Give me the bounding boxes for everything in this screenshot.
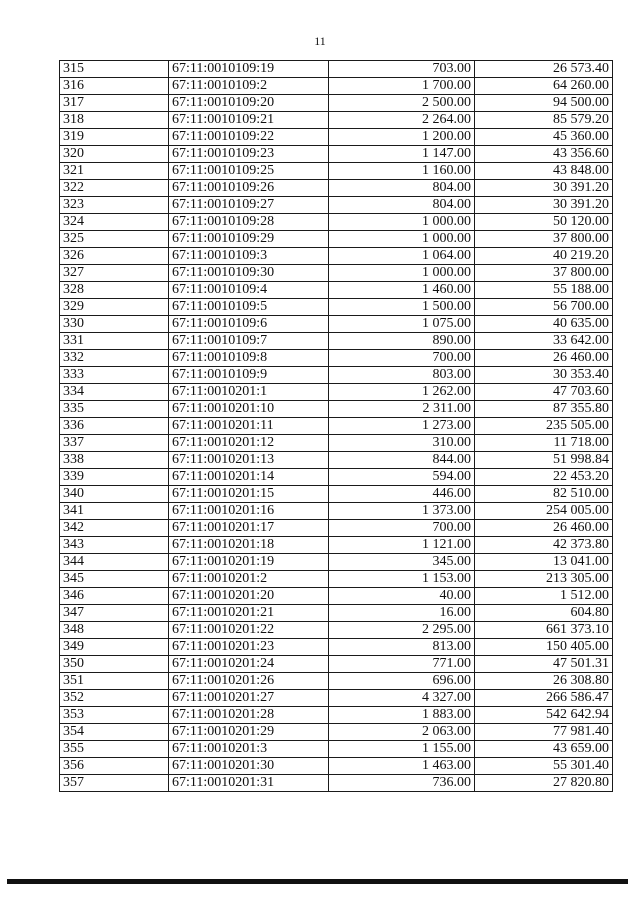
row-number-cell: 350 bbox=[60, 656, 169, 673]
area-cell: 2 500.00 bbox=[329, 95, 475, 112]
row-number-cell: 320 bbox=[60, 146, 169, 163]
row-number-cell: 328 bbox=[60, 282, 169, 299]
value-cell: 26 460.00 bbox=[475, 520, 613, 537]
area-cell: 813.00 bbox=[329, 639, 475, 656]
row-number-cell: 342 bbox=[60, 520, 169, 537]
row-number-cell: 318 bbox=[60, 112, 169, 129]
row-number-cell: 322 bbox=[60, 180, 169, 197]
area-cell: 1 000.00 bbox=[329, 231, 475, 248]
table-row bbox=[60, 724, 613, 741]
table-row bbox=[60, 401, 613, 418]
area-cell: 700.00 bbox=[329, 350, 475, 367]
value-cell: 43 659.00 bbox=[475, 741, 613, 758]
area-cell: 1 000.00 bbox=[329, 214, 475, 231]
value-cell: 43 848.00 bbox=[475, 163, 613, 180]
area-cell: 1 121.00 bbox=[329, 537, 475, 554]
value-cell: 30 391.20 bbox=[475, 180, 613, 197]
table-row bbox=[60, 571, 613, 588]
area-cell: 2 295.00 bbox=[329, 622, 475, 639]
value-cell: 22 453.20 bbox=[475, 469, 613, 486]
cadastral-number-cell: 67:11:0010201:24 bbox=[169, 656, 329, 673]
cadastral-number-cell: 67:11:0010201:20 bbox=[169, 588, 329, 605]
row-number-cell: 345 bbox=[60, 571, 169, 588]
area-cell: 446.00 bbox=[329, 486, 475, 503]
value-cell: 235 505.00 bbox=[475, 418, 613, 435]
area-cell: 736.00 bbox=[329, 775, 475, 792]
area-cell: 700.00 bbox=[329, 520, 475, 537]
cadastral-number-cell: 67:11:0010109:9 bbox=[169, 367, 329, 384]
table-row bbox=[60, 775, 613, 792]
area-cell: 803.00 bbox=[329, 367, 475, 384]
cadastral-number-cell: 67:11:0010201:11 bbox=[169, 418, 329, 435]
table-row bbox=[60, 690, 613, 707]
value-cell: 50 120.00 bbox=[475, 214, 613, 231]
value-cell: 542 642.94 bbox=[475, 707, 613, 724]
table-row bbox=[60, 503, 613, 520]
cadastral-number-cell: 67:11:0010109:2 bbox=[169, 78, 329, 95]
area-cell: 804.00 bbox=[329, 197, 475, 214]
value-cell: 150 405.00 bbox=[475, 639, 613, 656]
table-row bbox=[60, 95, 613, 112]
value-cell: 55 188.00 bbox=[475, 282, 613, 299]
cadastral-number-cell: 67:11:0010201:26 bbox=[169, 673, 329, 690]
table-row bbox=[60, 520, 613, 537]
table-body bbox=[60, 61, 613, 792]
row-number-cell: 343 bbox=[60, 537, 169, 554]
area-cell: 16.00 bbox=[329, 605, 475, 622]
area-cell: 310.00 bbox=[329, 435, 475, 452]
row-number-cell: 355 bbox=[60, 741, 169, 758]
table-row bbox=[60, 758, 613, 775]
area-cell: 1 064.00 bbox=[329, 248, 475, 265]
cadastral-number-cell: 67:11:0010201:17 bbox=[169, 520, 329, 537]
row-number-cell: 332 bbox=[60, 350, 169, 367]
table-row bbox=[60, 469, 613, 486]
table-row bbox=[60, 248, 613, 265]
cadastral-number-cell: 67:11:0010109:20 bbox=[169, 95, 329, 112]
area-cell: 1 153.00 bbox=[329, 571, 475, 588]
area-cell: 1 373.00 bbox=[329, 503, 475, 520]
value-cell: 85 579.20 bbox=[475, 112, 613, 129]
table-row bbox=[60, 350, 613, 367]
table-row bbox=[60, 588, 613, 605]
area-cell: 1 460.00 bbox=[329, 282, 475, 299]
table-row bbox=[60, 333, 613, 350]
cadastral-number-cell: 67:11:0010201:19 bbox=[169, 554, 329, 571]
row-number-cell: 333 bbox=[60, 367, 169, 384]
cadastral-number-cell: 67:11:0010109:27 bbox=[169, 197, 329, 214]
table-row bbox=[60, 673, 613, 690]
area-cell: 771.00 bbox=[329, 656, 475, 673]
area-cell: 1 262.00 bbox=[329, 384, 475, 401]
table-row bbox=[60, 214, 613, 231]
value-cell: 94 500.00 bbox=[475, 95, 613, 112]
cadastral-number-cell: 67:11:0010109:4 bbox=[169, 282, 329, 299]
table-row bbox=[60, 707, 613, 724]
cadastral-number-cell: 67:11:0010201:21 bbox=[169, 605, 329, 622]
area-cell: 4 327.00 bbox=[329, 690, 475, 707]
cadastral-number-cell: 67:11:0010109:3 bbox=[169, 248, 329, 265]
row-number-cell: 321 bbox=[60, 163, 169, 180]
area-cell: 804.00 bbox=[329, 180, 475, 197]
row-number-cell: 353 bbox=[60, 707, 169, 724]
area-cell: 1 273.00 bbox=[329, 418, 475, 435]
cadastral-number-cell: 67:11:0010109:26 bbox=[169, 180, 329, 197]
table-row bbox=[60, 112, 613, 129]
table-row bbox=[60, 639, 613, 656]
row-number-cell: 348 bbox=[60, 622, 169, 639]
row-number-cell: 330 bbox=[60, 316, 169, 333]
table-row bbox=[60, 622, 613, 639]
cadastral-number-cell: 67:11:0010109:25 bbox=[169, 163, 329, 180]
value-cell: 43 356.60 bbox=[475, 146, 613, 163]
table-row bbox=[60, 78, 613, 95]
table-row bbox=[60, 605, 613, 622]
area-cell: 703.00 bbox=[329, 61, 475, 78]
cadastral-number-cell: 67:11:0010109:21 bbox=[169, 112, 329, 129]
cadastral-number-cell: 67:11:0010201:10 bbox=[169, 401, 329, 418]
row-number-cell: 351 bbox=[60, 673, 169, 690]
value-cell: 45 360.00 bbox=[475, 129, 613, 146]
value-cell: 64 260.00 bbox=[475, 78, 613, 95]
value-cell: 11 718.00 bbox=[475, 435, 613, 452]
cadastral-number-cell: 67:11:0010109:7 bbox=[169, 333, 329, 350]
area-cell: 2 264.00 bbox=[329, 112, 475, 129]
value-cell: 604.80 bbox=[475, 605, 613, 622]
table-row bbox=[60, 146, 613, 163]
table-row bbox=[60, 197, 613, 214]
cadastral-number-cell: 67:11:0010109:28 bbox=[169, 214, 329, 231]
value-cell: 37 800.00 bbox=[475, 231, 613, 248]
table-row bbox=[60, 537, 613, 554]
table-row bbox=[60, 384, 613, 401]
row-number-cell: 325 bbox=[60, 231, 169, 248]
table-row bbox=[60, 418, 613, 435]
area-cell: 40.00 bbox=[329, 588, 475, 605]
cadastral-number-cell: 67:11:0010109:29 bbox=[169, 231, 329, 248]
area-cell: 1 147.00 bbox=[329, 146, 475, 163]
value-cell: 266 586.47 bbox=[475, 690, 613, 707]
row-number-cell: 329 bbox=[60, 299, 169, 316]
table-row bbox=[60, 741, 613, 758]
row-number-cell: 357 bbox=[60, 775, 169, 792]
table-row bbox=[60, 129, 613, 146]
row-number-cell: 316 bbox=[60, 78, 169, 95]
area-cell: 345.00 bbox=[329, 554, 475, 571]
cadastral-number-cell: 67:11:0010201:28 bbox=[169, 707, 329, 724]
row-number-cell: 344 bbox=[60, 554, 169, 571]
table-row bbox=[60, 452, 613, 469]
row-number-cell: 317 bbox=[60, 95, 169, 112]
cadastral-number-cell: 67:11:0010201:27 bbox=[169, 690, 329, 707]
cadastral-number-cell: 67:11:0010201:14 bbox=[169, 469, 329, 486]
cadastral-number-cell: 67:11:0010201:22 bbox=[169, 622, 329, 639]
cadastral-number-cell: 67:11:0010109:23 bbox=[169, 146, 329, 163]
cadastral-number-cell: 67:11:0010201:13 bbox=[169, 452, 329, 469]
row-number-cell: 349 bbox=[60, 639, 169, 656]
value-cell: 37 800.00 bbox=[475, 265, 613, 282]
value-cell: 55 301.40 bbox=[475, 758, 613, 775]
row-number-cell: 315 bbox=[60, 61, 169, 78]
table-row bbox=[60, 435, 613, 452]
row-number-cell: 340 bbox=[60, 486, 169, 503]
cadastral-number-cell: 67:11:0010201:31 bbox=[169, 775, 329, 792]
table-row bbox=[60, 554, 613, 571]
row-number-cell: 352 bbox=[60, 690, 169, 707]
row-number-cell: 327 bbox=[60, 265, 169, 282]
cadastral-number-cell: 67:11:0010109:5 bbox=[169, 299, 329, 316]
row-number-cell: 337 bbox=[60, 435, 169, 452]
value-cell: 26 573.40 bbox=[475, 61, 613, 78]
area-cell: 1 500.00 bbox=[329, 299, 475, 316]
value-cell: 77 981.40 bbox=[475, 724, 613, 741]
row-number-cell: 347 bbox=[60, 605, 169, 622]
row-number-cell: 326 bbox=[60, 248, 169, 265]
value-cell: 27 820.80 bbox=[475, 775, 613, 792]
row-number-cell: 341 bbox=[60, 503, 169, 520]
value-cell: 82 510.00 bbox=[475, 486, 613, 503]
area-cell: 890.00 bbox=[329, 333, 475, 350]
row-number-cell: 323 bbox=[60, 197, 169, 214]
value-cell: 13 041.00 bbox=[475, 554, 613, 571]
row-number-cell: 319 bbox=[60, 129, 169, 146]
row-number-cell: 339 bbox=[60, 469, 169, 486]
value-cell: 661 373.10 bbox=[475, 622, 613, 639]
area-cell: 2 311.00 bbox=[329, 401, 475, 418]
cadastral-number-cell: 67:11:0010201:2 bbox=[169, 571, 329, 588]
cadastral-number-cell: 67:11:0010109:22 bbox=[169, 129, 329, 146]
land-plot-table bbox=[59, 60, 613, 792]
value-cell: 47 703.60 bbox=[475, 384, 613, 401]
footer-rule bbox=[7, 879, 628, 884]
value-cell: 33 642.00 bbox=[475, 333, 613, 350]
value-cell: 213 305.00 bbox=[475, 571, 613, 588]
area-cell: 1 160.00 bbox=[329, 163, 475, 180]
cadastral-number-cell: 67:11:0010201:18 bbox=[169, 537, 329, 554]
row-number-cell: 356 bbox=[60, 758, 169, 775]
area-cell: 1 883.00 bbox=[329, 707, 475, 724]
cadastral-number-cell: 67:11:0010201:15 bbox=[169, 486, 329, 503]
table-row bbox=[60, 231, 613, 248]
value-cell: 47 501.31 bbox=[475, 656, 613, 673]
value-cell: 30 391.20 bbox=[475, 197, 613, 214]
area-cell: 1 463.00 bbox=[329, 758, 475, 775]
row-number-cell: 331 bbox=[60, 333, 169, 350]
row-number-cell: 334 bbox=[60, 384, 169, 401]
cadastral-number-cell: 67:11:0010201:29 bbox=[169, 724, 329, 741]
area-cell: 1 000.00 bbox=[329, 265, 475, 282]
area-cell: 1 155.00 bbox=[329, 741, 475, 758]
cadastral-number-cell: 67:11:0010201:3 bbox=[169, 741, 329, 758]
area-cell: 696.00 bbox=[329, 673, 475, 690]
value-cell: 87 355.80 bbox=[475, 401, 613, 418]
table-row bbox=[60, 299, 613, 316]
table-row bbox=[60, 265, 613, 282]
table-row bbox=[60, 316, 613, 333]
row-number-cell: 354 bbox=[60, 724, 169, 741]
cadastral-number-cell: 67:11:0010201:23 bbox=[169, 639, 329, 656]
value-cell: 56 700.00 bbox=[475, 299, 613, 316]
table-row bbox=[60, 656, 613, 673]
table-row bbox=[60, 486, 613, 503]
row-number-cell: 324 bbox=[60, 214, 169, 231]
value-cell: 30 353.40 bbox=[475, 367, 613, 384]
cadastral-number-cell: 67:11:0010201:16 bbox=[169, 503, 329, 520]
area-cell: 594.00 bbox=[329, 469, 475, 486]
value-cell: 51 998.84 bbox=[475, 452, 613, 469]
value-cell: 26 460.00 bbox=[475, 350, 613, 367]
area-cell: 1 200.00 bbox=[329, 129, 475, 146]
value-cell: 40 635.00 bbox=[475, 316, 613, 333]
cadastral-number-cell: 67:11:0010109:6 bbox=[169, 316, 329, 333]
cadastral-number-cell: 67:11:0010201:1 bbox=[169, 384, 329, 401]
cadastral-number-cell: 67:11:0010109:30 bbox=[169, 265, 329, 282]
value-cell: 1 512.00 bbox=[475, 588, 613, 605]
row-number-cell: 346 bbox=[60, 588, 169, 605]
table-row bbox=[60, 163, 613, 180]
cadastral-number-cell: 67:11:0010109:19 bbox=[169, 61, 329, 78]
page-number: 11 bbox=[314, 34, 326, 48]
table-row bbox=[60, 282, 613, 299]
area-cell: 844.00 bbox=[329, 452, 475, 469]
table-row bbox=[60, 180, 613, 197]
area-cell: 1 700.00 bbox=[329, 78, 475, 95]
table-row bbox=[60, 367, 613, 384]
value-cell: 254 005.00 bbox=[475, 503, 613, 520]
value-cell: 40 219.20 bbox=[475, 248, 613, 265]
cadastral-number-cell: 67:11:0010109:8 bbox=[169, 350, 329, 367]
area-cell: 1 075.00 bbox=[329, 316, 475, 333]
cadastral-number-cell: 67:11:0010201:30 bbox=[169, 758, 329, 775]
table-row bbox=[60, 61, 613, 78]
row-number-cell: 335 bbox=[60, 401, 169, 418]
row-number-cell: 338 bbox=[60, 452, 169, 469]
value-cell: 42 373.80 bbox=[475, 537, 613, 554]
area-cell: 2 063.00 bbox=[329, 724, 475, 741]
row-number-cell: 336 bbox=[60, 418, 169, 435]
value-cell: 26 308.80 bbox=[475, 673, 613, 690]
cadastral-number-cell: 67:11:0010201:12 bbox=[169, 435, 329, 452]
